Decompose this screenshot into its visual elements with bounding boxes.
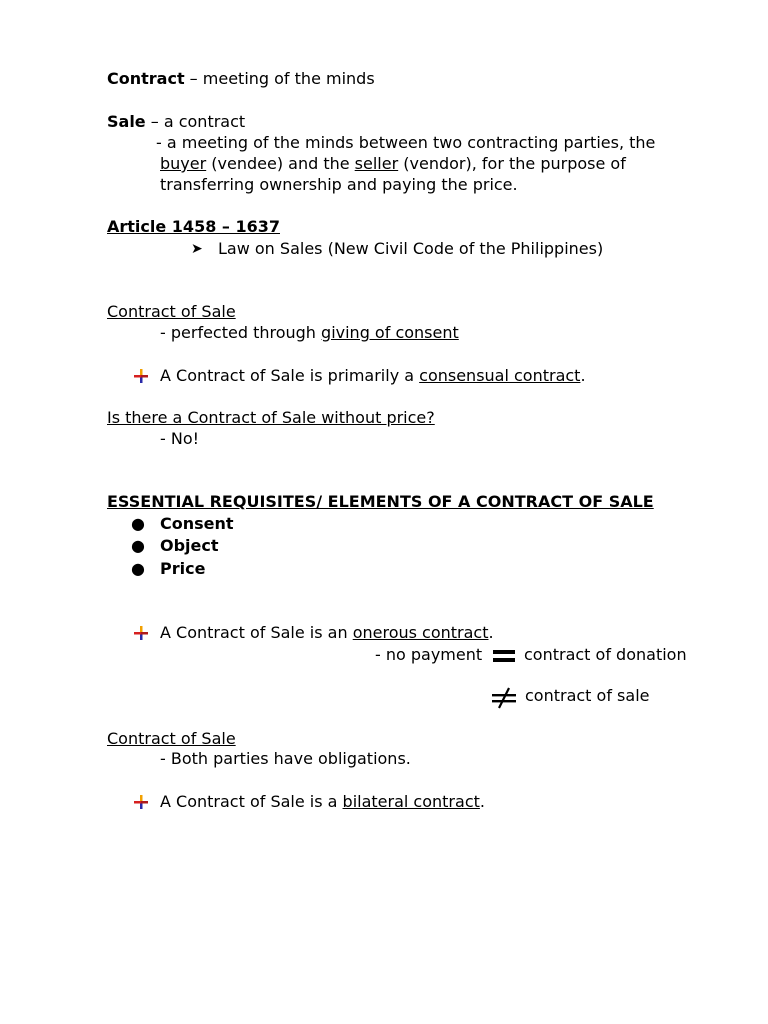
sale-line-3: transferring ownership and paying the price. <box>160 175 518 194</box>
bullet-dot-icon: ● <box>131 559 145 578</box>
consensual-bullet <box>160 366 586 386</box>
vendee-text: (vendee) and the <box>206 154 355 173</box>
bilateral-pre: A Contract of Sale is a <box>160 792 343 811</box>
obligations-line: - Both parties have obligations. <box>160 749 411 768</box>
requisite-item: Consent <box>160 514 234 533</box>
contract-definition <box>107 69 375 89</box>
plus-bullet-icon <box>134 795 148 809</box>
sale-line-2 <box>160 154 626 174</box>
contract-of-sale-text: contract of sale <box>525 686 650 705</box>
onerous-pre: A Contract of Sale is an <box>160 623 353 642</box>
sale-term: Sale <box>107 112 146 131</box>
plus-bullet-icon <box>134 369 148 383</box>
contract-term: Contract <box>107 69 185 88</box>
equals-icon <box>493 649 515 663</box>
donation-text: contract of donation <box>524 645 687 664</box>
requisites-heading: ESSENTIAL REQUISITES/ ELEMENTS OF A CONTRACT OF SALE <box>107 492 654 511</box>
perfected-line <box>160 323 459 343</box>
article-heading: Article 1458 – 1637 <box>107 217 280 236</box>
seller-term: seller <box>354 154 399 173</box>
plus-bullet-icon <box>134 626 148 640</box>
consensual-pre: A Contract of Sale is primarily a <box>160 366 420 385</box>
bilateral-term: bilateral contract <box>342 792 480 811</box>
bullet-dot-icon: ● <box>131 536 145 555</box>
buyer-term: buyer <box>160 154 207 173</box>
onerous-post: . <box>488 623 494 642</box>
perfected-prefix: - perfected through <box>160 323 322 342</box>
no-payment-text: - no payment <box>375 645 483 664</box>
bullet-dot-icon: ● <box>131 514 145 533</box>
contract-of-sale-heading: Contract of Sale <box>107 302 236 321</box>
onerous-bullet <box>160 623 494 643</box>
price-answer: - No! <box>160 429 200 448</box>
price-question: Is there a Contract of Sale without price? <box>107 408 435 427</box>
onerous-term: onerous contract <box>352 623 489 642</box>
contract-of-sale-heading-2: Contract of Sale <box>107 729 236 748</box>
requisite-item: Price <box>160 559 206 578</box>
bilateral-bullet <box>160 792 485 812</box>
consensual-term: consensual contract <box>419 366 581 385</box>
sale-definition-text: – a contract <box>145 112 246 131</box>
vendor-text: (vendor), for the purpose of <box>398 154 626 173</box>
consensual-post: . <box>580 366 586 385</box>
bilateral-post: . <box>479 792 485 811</box>
article-item: Law on Sales (New Civil Code of the Philippines) <box>218 239 604 258</box>
arrow-bullet-icon: ➤ <box>191 241 203 257</box>
giving-of-consent: giving of consent <box>321 323 459 342</box>
contract-definition-text: – meeting of the minds <box>184 69 375 88</box>
requisite-item: Object <box>160 536 219 555</box>
sale-line-1: - a meeting of the minds between two contracting parties, the <box>156 133 656 152</box>
sale-definition <box>107 112 245 132</box>
not-equal-icon <box>491 687 517 709</box>
